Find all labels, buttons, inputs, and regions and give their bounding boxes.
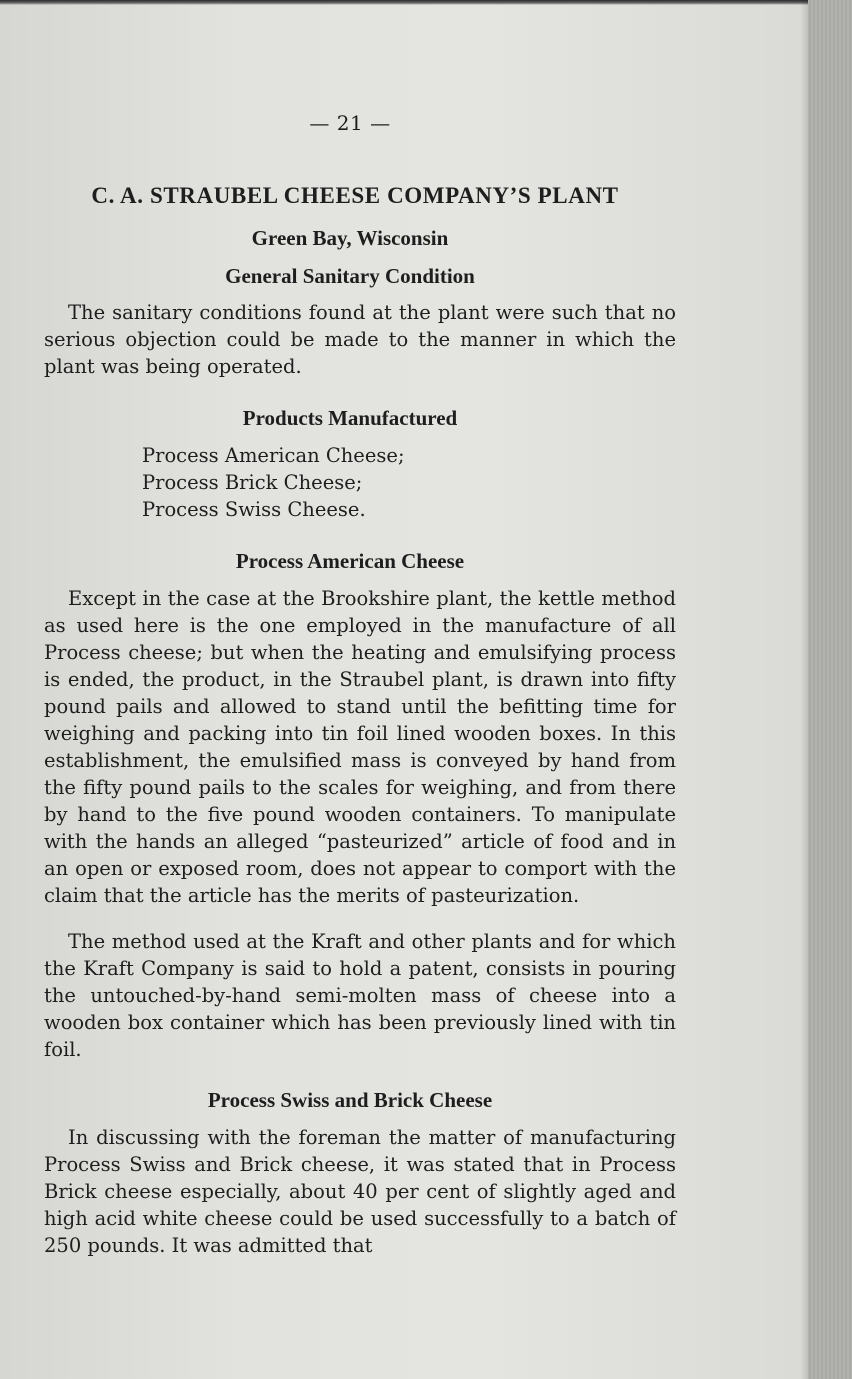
products-list (142, 442, 405, 523)
page-top-edge (0, 0, 808, 5)
list-item: Process Swiss Cheese. (142, 498, 366, 521)
list-item: Process American Cheese; (142, 444, 405, 467)
paragraph-sanitary: The sanitary conditions found at the plant were such that no serious objection could be made to the manner in which the plant was being operated. (44, 301, 676, 378)
paragraph-american-2: The method used at the Kraft and other plants and for which the Kraft Company is said to hold a patent, consists in pouring the untouched-by-hand semi-molten mass of cheese into a wooden box container which has been previously lined with tin foil. (44, 930, 676, 1061)
paragraph-american-1: Except in the case at the Brookshire plant, the kettle method as used here is the one employed in the manufacture of all Process cheese; but when the heating and emulsifying process is ended, the product, in the Straubel plant, is drawn into fifty pound pails and allowed to stand until the befitting time for weighing and packing into tin foil lined wooden boxes. In this establishment, the emulsified mass is conveyed by hand from the fifty pound pails to the scales for weighing, and from there by hand to the five pound wooden containers. To manipulate with the hands an alleged “pasteurized” article of food and in an open or exposed room, does not appear to comport with the claim that the article has the merits of pasteurization. (44, 587, 676, 907)
paragraph-swiss-brick: In discussing with the foreman the matter of manufacturing Process Swiss and Brick cheese, it was stated that in Process Brick cheese especially, about 40 per cent of slightly aged and high acid white cheese could be used successfully to a batch of 250 pounds. It was admitted that (44, 1126, 676, 1257)
page-number: — 21 — (309, 111, 391, 135)
document-title: C. A. STRAUBEL CHEESE COMPANY’S PLANT (91, 183, 619, 208)
section-heading-swiss-brick: Process Swiss and Brick Cheese (207, 1088, 493, 1112)
section-heading-sanitary: General Sanitary Condition (225, 264, 475, 288)
list-item: Process Brick Cheese; (142, 471, 363, 494)
section-heading-products: Products Manufactured (242, 406, 458, 430)
section-heading-american: Process American Cheese (235, 549, 465, 573)
location-subtitle: Green Bay, Wisconsin (251, 226, 449, 250)
page-stack-edge (808, 0, 852, 1379)
